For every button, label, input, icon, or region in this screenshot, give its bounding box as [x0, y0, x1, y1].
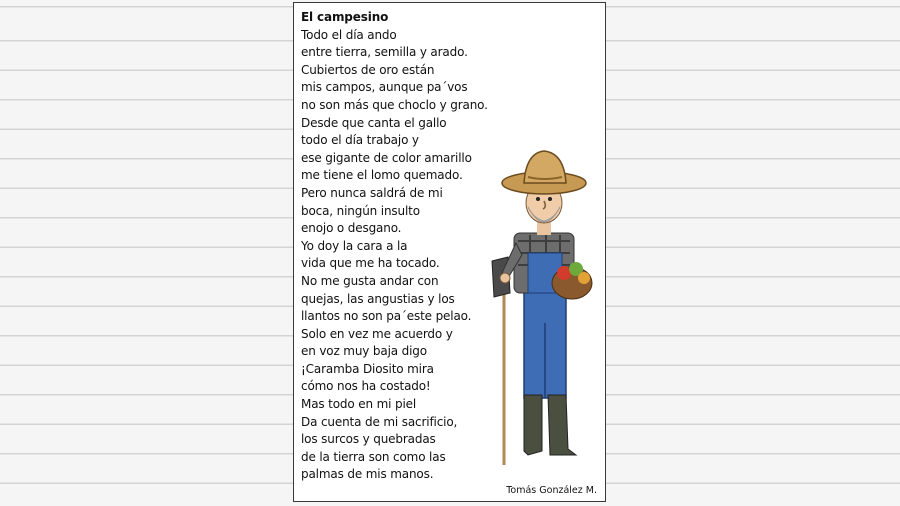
poem-line: entre tierra, semilla y arado.	[301, 45, 468, 60]
poem-line: ese gigante de color amarillo	[301, 150, 472, 165]
poem-title: El campesino	[301, 10, 389, 24]
poem-line: todo el día trabajo y	[301, 133, 419, 148]
poem-line: Solo en vez me acuerdo y	[301, 326, 453, 341]
poem-line: No me gusta andar con	[301, 273, 439, 288]
farmer-with-hoe-icon	[484, 133, 599, 473]
poem-line: ¡Caramba Diosito mira	[301, 361, 434, 376]
poem-author: Tomás González M.	[506, 485, 597, 496]
poem-lines	[301, 27, 511, 484]
poem-line: Desde que canta el gallo	[301, 115, 447, 130]
poem-text	[301, 9, 511, 484]
poem-line: los surcos y quebradas	[301, 432, 436, 447]
poem-line: llantos no son pa´este pelao.	[301, 309, 472, 324]
poem-line: quejas, las angustias y los	[301, 291, 455, 306]
poem-line: de la tierra son como las	[301, 449, 446, 464]
poem-line: Cubiertos de oro están	[301, 62, 435, 77]
poem-line: Todo el día ando	[301, 27, 397, 42]
poem-line: enojo o desgano.	[301, 221, 402, 236]
poem-line: vida que me ha tocado.	[301, 256, 440, 271]
poem-line: Yo doy la cara a la	[301, 238, 408, 253]
poem-line: cómo nos ha costado!	[301, 379, 431, 394]
poem-line: Pero nunca saldrá de mi	[301, 185, 443, 200]
poem-line: palmas de mis manos.	[301, 467, 434, 482]
poem-card	[293, 2, 606, 502]
poem-line: boca, ningún insulto	[301, 203, 420, 218]
poem-line: Da cuenta de mi sacrificio,	[301, 414, 458, 429]
poem-line: Mas todo en mi piel	[301, 397, 417, 412]
poem-line: no son más que choclo y grano.	[301, 97, 488, 112]
poem-line: me tiene el lomo quemado.	[301, 168, 463, 183]
poem-line: mis campos, aunque pa´vos	[301, 80, 468, 95]
poem-line: en voz muy baja digo	[301, 344, 427, 359]
